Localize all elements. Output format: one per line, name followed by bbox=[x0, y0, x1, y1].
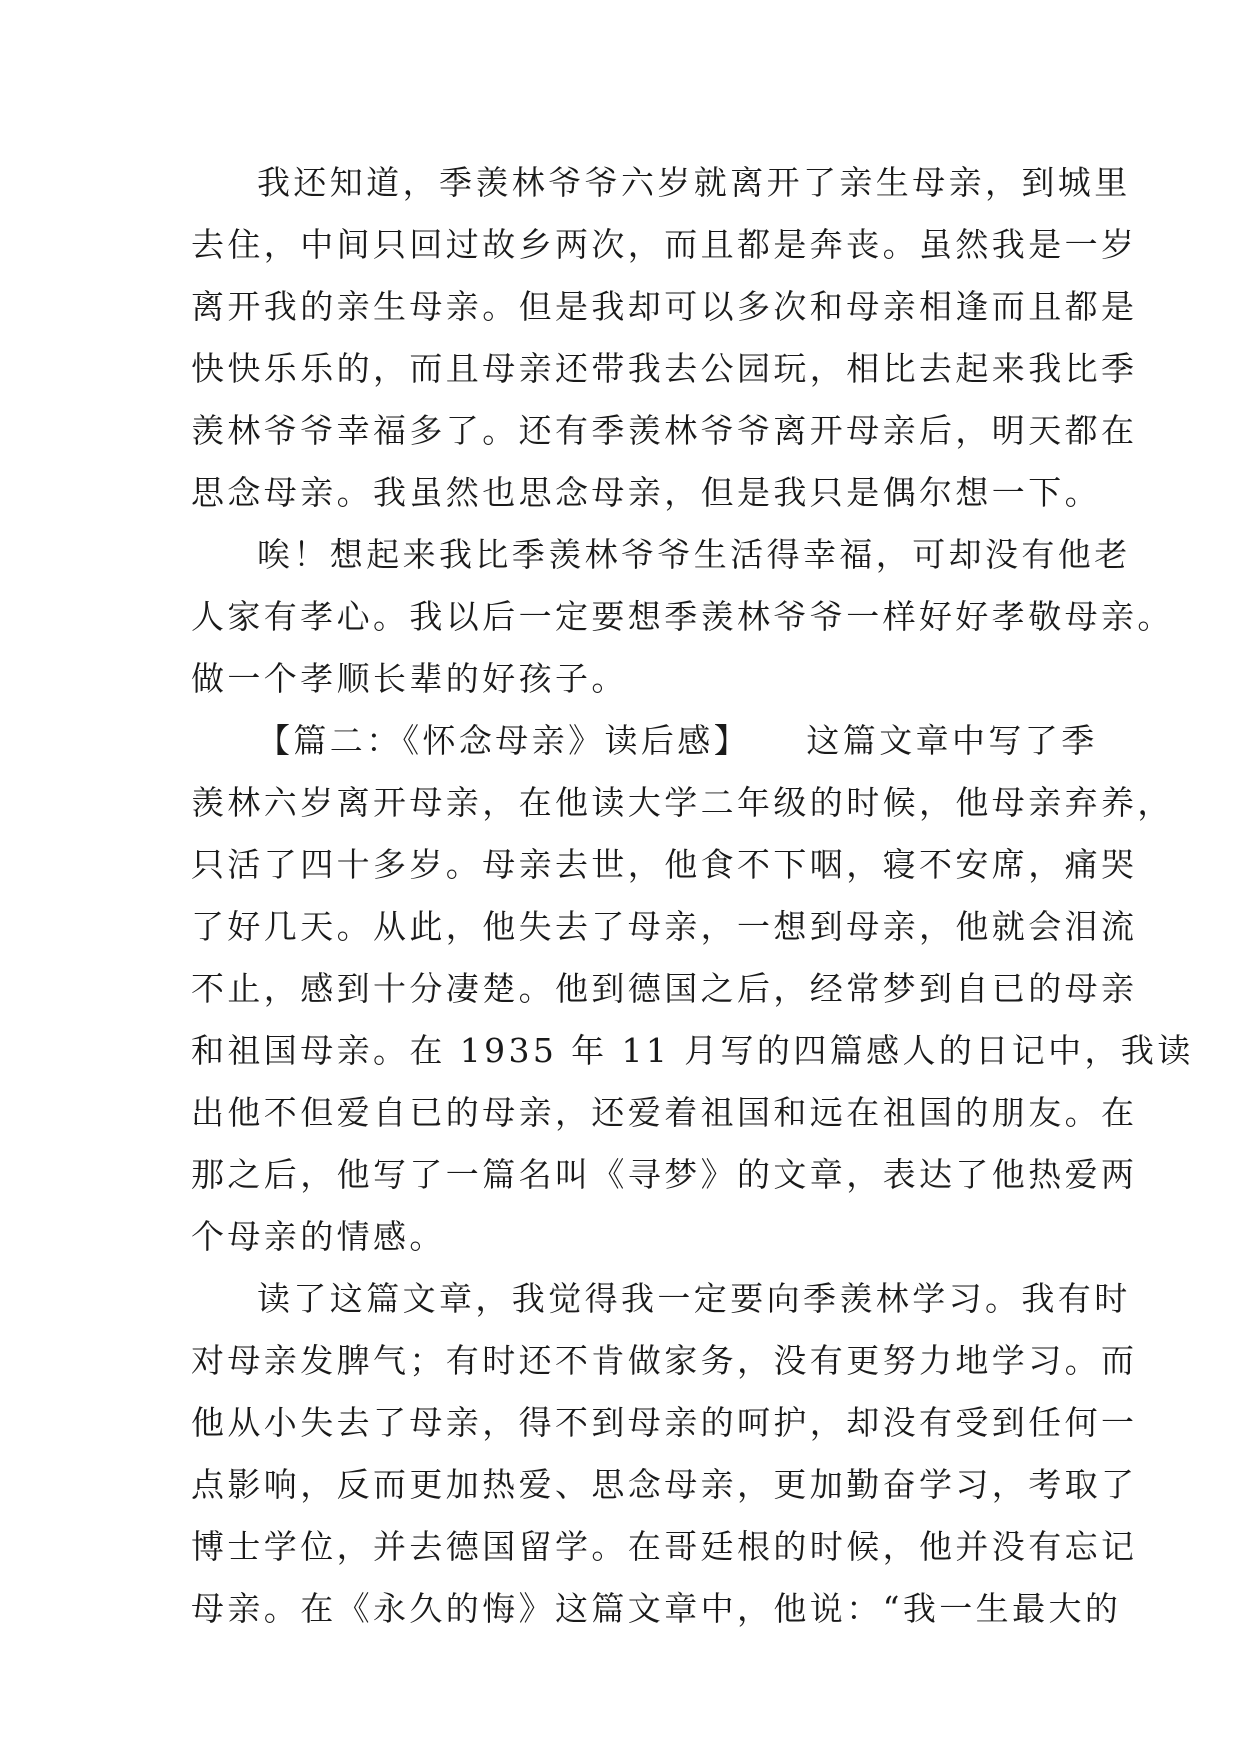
text-line: 出他不但爱自已的母亲，还爱着祖国和远在祖国的朋友。在 bbox=[191, 1093, 1138, 1132]
text-line: 只活了四十多岁。母亲去世，他食不下咽，寝不安席，痛哭 bbox=[191, 845, 1138, 884]
text-line: 点影响，反而更加热爱、思念母亲，更加勤奋学习，考取了 bbox=[191, 1465, 1138, 1504]
text-line: 读了这篇文章，我觉得我一定要向季羡林学习。我有时 bbox=[257, 1279, 1131, 1318]
text-line: 快快乐乐的，而且母亲还带我去公园玩，相比去起来我比季 bbox=[191, 349, 1138, 388]
text-line: 他从小失去了母亲，得不到母亲的呵护，却没有受到任何一 bbox=[191, 1403, 1138, 1442]
paragraph-4 bbox=[191, 1268, 1138, 1640]
text-line: 做一个孝顺长辈的好孩子。 bbox=[191, 659, 628, 698]
document-body bbox=[191, 152, 1194, 1640]
text-line: 去住，中间只回过故乡两次，而且都是奔丧。虽然我是一岁 bbox=[191, 225, 1138, 264]
paragraph-1 bbox=[191, 152, 1138, 524]
text-line: 个母亲的情感。 bbox=[191, 1217, 446, 1256]
text-line: 那之后，他写了一篇名叫《寻梦》的文章，表达了他热爱两 bbox=[191, 1155, 1138, 1194]
text-line: 羡林爷爷幸福多了。还有季羡林爷爷离开母亲后，明天都在 bbox=[191, 411, 1138, 450]
text-line: 人家有孝心。我以后一定要想季羡林爷爷一样好好孝敬母亲。 bbox=[191, 597, 1174, 636]
text-line: 我还知道，季羡林爷爷六岁就离开了亲生母亲，到城里 bbox=[257, 163, 1131, 202]
text-line: 唉！想起来我比季羡林爷爷生活得幸福，可却没有他老 bbox=[257, 535, 1131, 574]
text-line: 羡林六岁离开母亲，在他读大学二年级的时候，他母亲弃养， bbox=[191, 783, 1174, 822]
paragraph-3 bbox=[191, 710, 1194, 1268]
text-line: 不止，感到十分凄楚。他到德国之后，经常梦到自已的母亲 bbox=[191, 969, 1138, 1008]
text-line: 【篇二：《怀念母亲》读后感】 这篇文章中写了季 bbox=[257, 721, 1098, 760]
text-line: 思念母亲。我虽然也思念母亲，但是我只是偶尔想一下。 bbox=[191, 473, 1101, 512]
text-line: 了好几天。从此，他失去了母亲，一想到母亲，他就会泪流 bbox=[191, 907, 1138, 946]
text-line: 离开我的亲生母亲。但是我却可以多次和母亲相逢而且都是 bbox=[191, 287, 1138, 326]
text-line: 博士学位，并去德国留学。在哥廷根的时候，他并没有忘记 bbox=[191, 1527, 1138, 1566]
paragraph-2 bbox=[191, 524, 1174, 710]
text-line: 母亲。在《永久的悔》这篇文章中，他说：“我一生最大的 bbox=[191, 1589, 1122, 1628]
text-line: 和祖国母亲。在 1935 年 11 月写的四篇感人的日记中，我读 bbox=[191, 1031, 1194, 1070]
text-line: 对母亲发脾气；有时还不肯做家务，没有更努力地学习。而 bbox=[191, 1341, 1138, 1380]
